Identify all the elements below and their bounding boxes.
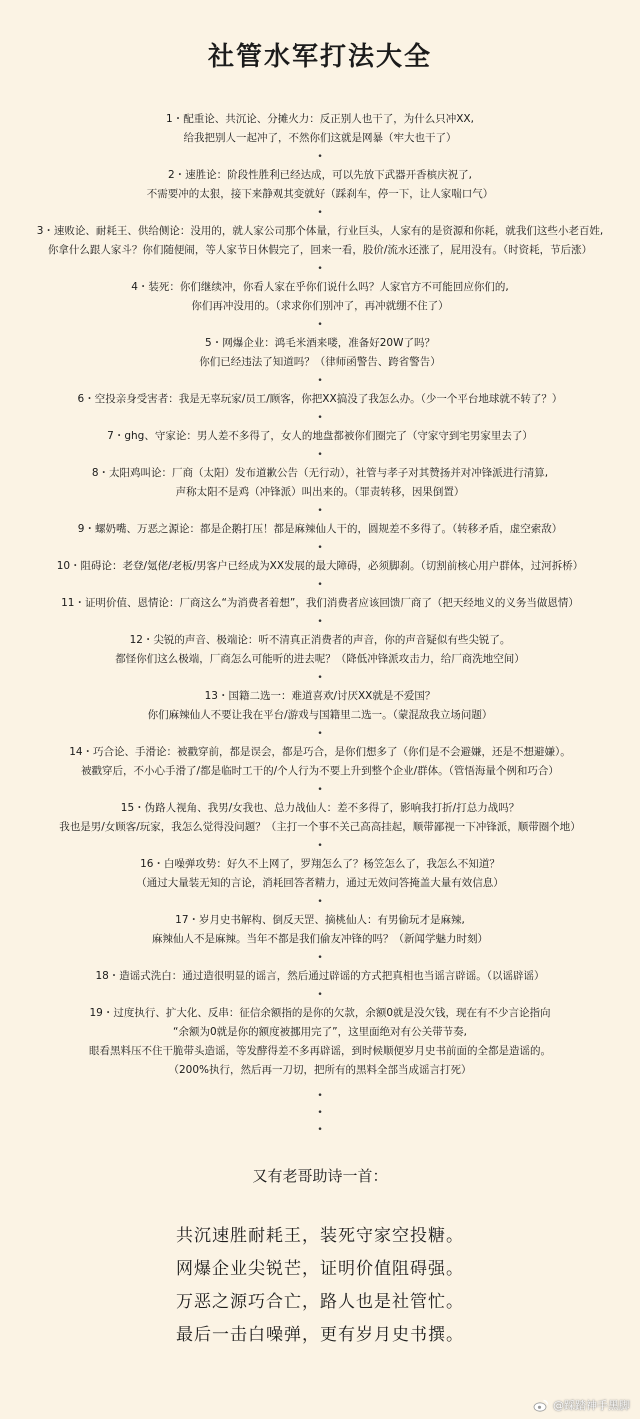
tactic-text-line: 10・阻碍论：老登/氪佬/老板/男客户已经成为XX发展的最大障碍，必须脚刹。（切割前核心用户群体，过河拆桥） xyxy=(56,560,584,572)
poem-line: 最后一击白噪弹，更有岁月史书撰。 xyxy=(176,1325,464,1345)
tactic-text-line: 16・白噪弹攻势：好久不上网了，罗翔怎么了？杨笠怎么了，我怎么不知道？ xyxy=(140,858,500,870)
tactic-text-line: 7・ghg、守家论：男人差不多得了，女人的地盘都被你们圈完了（守家守到宅男家里去了） xyxy=(107,430,533,442)
separator-dot: • xyxy=(317,543,323,553)
tactic-item xyxy=(0,687,640,725)
tactic-item xyxy=(0,1004,640,1080)
separator-dot: • xyxy=(317,673,323,683)
separator-dot: • xyxy=(317,580,323,590)
poem-intro: 又有老哥助诗一首： xyxy=(252,1167,388,1185)
tactic-item xyxy=(0,334,640,372)
tactic-text-line: 13・国籍二选一：难道喜欢/讨厌XX就是不爱国？ xyxy=(204,690,436,702)
tactic-item xyxy=(0,110,640,148)
tactic-text-line: 2・速胜论：阶段性胜利已经达成，可以先放下武器开香槟庆祝了, xyxy=(167,169,473,181)
tactic-text-line: “余额为0就是你的额度被挪用完了”，这里面绝对有公关带节奏, xyxy=(173,1026,467,1038)
tactic-item xyxy=(0,427,640,446)
page-title: 社管水军打法大全 xyxy=(207,42,432,72)
tactic-item xyxy=(0,743,640,781)
separator-dot: • xyxy=(317,841,323,851)
tactic-text-line: 被戳穿后，不小心手滑了/都是临时工干的/个人行为不要上升到整个企业/群体。（管悟海量个例和巧合） xyxy=(81,765,559,777)
tactic-text-line: 你们麻辣仙人不要让我在平台/游戏与国籍里二选一。（蒙混敌我立场问题） xyxy=(147,709,493,721)
watermark xyxy=(533,1397,630,1413)
tactic-item xyxy=(0,594,640,613)
ellipsis-dots xyxy=(0,1088,640,1139)
tactic-text-line: 你们已经违法了知道吗？（律师函警告、跨省警告） xyxy=(199,356,441,368)
tactic-item xyxy=(0,855,640,893)
tactic-item xyxy=(0,631,640,669)
tactic-text-line: 11・证明价值、恩情论：厂商这么“为消费者着想”，我们消费者应该回馈厂商了（把天经地义的义务当做恩情） xyxy=(61,597,579,609)
separator-dot: • xyxy=(317,264,323,274)
separator-dot: • xyxy=(317,990,323,1000)
tactic-item xyxy=(0,464,640,502)
tactic-text-line: 8・太阳鸡叫论：厂商（太阳）发布道歉公告（无行动），社管与孝子对其赞扬并对冲锋派进行清算, xyxy=(91,467,549,479)
tactic-text-line: 你们再冲没用的。（求求你们别冲了，再冲就绷不住了） xyxy=(191,300,449,312)
separator-dot: • xyxy=(317,953,323,963)
tactic-item xyxy=(0,166,640,204)
tactic-text-line: （通过大量装无知的言论，消耗回答者精力，通过无效问答掩盖大量有效信息） xyxy=(136,877,504,889)
poem-line: 万恶之源巧合亡，路人也是社管忙。 xyxy=(176,1292,464,1312)
tactic-text-line: 17・岁月史书解构、倒反天罡、摘桃仙人：有男偷玩才是麻辣, xyxy=(175,914,465,926)
poem-line: 网爆企业尖锐芒，证明价值阻碍强。 xyxy=(176,1259,464,1279)
tactic-text-line: 5・网爆企业：鸿毛米酒来喽，准备好20W了吗？ xyxy=(205,337,435,349)
tactic-text-line: （200%执行，然后再一刀切，把所有的黑料全部当成谣言打死） xyxy=(168,1064,472,1076)
tactic-item xyxy=(0,390,640,409)
separator-dot: • xyxy=(317,729,323,739)
tactic-item xyxy=(0,911,640,949)
separator-dot: • xyxy=(317,1108,323,1118)
tactic-text-line: 你拿什么跟人家斗？你们随便闹，等人家节日休假完了，回来一看，股价/流水还涨了，屁用没有。（时资耗，节后涨） xyxy=(47,244,593,256)
tactic-text-line: 12・尖锐的声音、极端论：听不清真正消费者的声音，你的声音疑似有些尖锐了。 xyxy=(129,634,511,646)
weibo-icon xyxy=(533,1397,549,1413)
tactic-text-line: 4・装死：你们继续冲，你看人家在乎你们说什么吗？人家官方不可能回应你们的, xyxy=(131,281,509,293)
tactic-text-line: 18・造谣式洗白：通过造很明显的谣言，然后通过辟谣的方式把真相也当谣言辟谣。（以谣辟谣） xyxy=(95,970,545,982)
tactic-text-line: 眼看黑料压不住干脆带头造谣，等发酵得差不多再辟谣，到时候顺便岁月史书前面的全都是造谣的。 xyxy=(89,1045,551,1057)
separator-dot: • xyxy=(317,376,323,386)
separator-dot: • xyxy=(317,617,323,627)
tactic-text-line: 3・速败论、耐耗王、供给侧论：没用的，就人家公司那个体量，行业巨头，人家有的是资源和你耗，就我们这些小老百姓, xyxy=(36,225,604,237)
separator-dot: • xyxy=(317,1091,323,1101)
separator-dot: • xyxy=(317,1125,323,1135)
tactic-text-line: 声称太阳不是鸡（冲锋派）叫出来的。（罪责转移，因果倒置） xyxy=(175,486,465,498)
watermark-text: @踩踏神手黑脚 xyxy=(553,1399,630,1412)
tactic-item xyxy=(0,278,640,316)
tactic-text-line: 不需要冲的太狠，接下来静观其变就好（踩刹车，停一下，让人家喘口气） xyxy=(146,188,494,200)
tactic-item xyxy=(0,967,640,986)
tactic-text-line: 都怪你们这么极端，厂商怎么可能听的进去呢？（降低冲锋派攻击力，给厂商洗地空间） xyxy=(115,653,525,665)
poem-line: 共沉速胜耐耗王，装死守家空投糖。 xyxy=(176,1226,464,1246)
separator-dot: • xyxy=(317,152,323,162)
separator-dot: • xyxy=(317,450,323,460)
separator-dot: • xyxy=(317,320,323,330)
tactic-item xyxy=(0,557,640,576)
tactic-text-line: 15・伪路人视角、我男/女我也、总力战仙人：差不多得了，影响我打折/打总力战吗？ xyxy=(120,802,520,814)
tactic-item xyxy=(0,799,640,837)
tactic-text-line: 14・巧合论、手滑论：被戳穿前，都是误会，都是巧合，是你们想多了（你们是不会避嫌，还是不想避嫌）。 xyxy=(69,746,571,758)
tactic-item xyxy=(0,222,640,260)
tactic-item xyxy=(0,520,640,539)
tactic-text-line: 6・空投亲身受害者：我是无辜玩家/员工/顾客，你把XX搞没了我怎么办。（少一个平台地球就不转了？） xyxy=(77,393,563,405)
tactic-text-line: 给我把别人一起冲了，不然你们这就是网暴（牢大也干了） xyxy=(183,132,457,144)
separator-dot: • xyxy=(317,413,323,423)
tactic-text-line: 我也是男/女顾客/玩家，我怎么觉得没问题？（主打一个事不关己高高挂起，顺带鄙视一下冲锋派，顺带圈个地） xyxy=(59,821,581,833)
tactics-list xyxy=(0,110,640,1080)
tactic-text-line: 麻辣仙人不是麻辣。当年不都是我们偷友冲锋的吗？（新闻学魅力时刻） xyxy=(152,933,488,945)
tactic-text-line: 9・螺奶嘴、万恶之源论：都是企鹅打压！都是麻辣仙人干的，圆规差不多得了。（转移矛盾，虚空索敌） xyxy=(77,523,563,535)
separator-dot: • xyxy=(317,506,323,516)
separator-dot: • xyxy=(317,785,323,795)
tactic-text-line: 1・配重论、共沉论、分摊火力：反正别人也干了，为什么只冲XX, xyxy=(166,113,474,125)
tactic-text-line: 19・过度执行、扩大化、反串：征信余额指的是你的欠款，余额0就是没欠钱，现在有不少言论指向 xyxy=(89,1007,551,1019)
separator-dot: • xyxy=(317,208,323,218)
poem xyxy=(0,1220,640,1352)
separator-dot: • xyxy=(317,897,323,907)
